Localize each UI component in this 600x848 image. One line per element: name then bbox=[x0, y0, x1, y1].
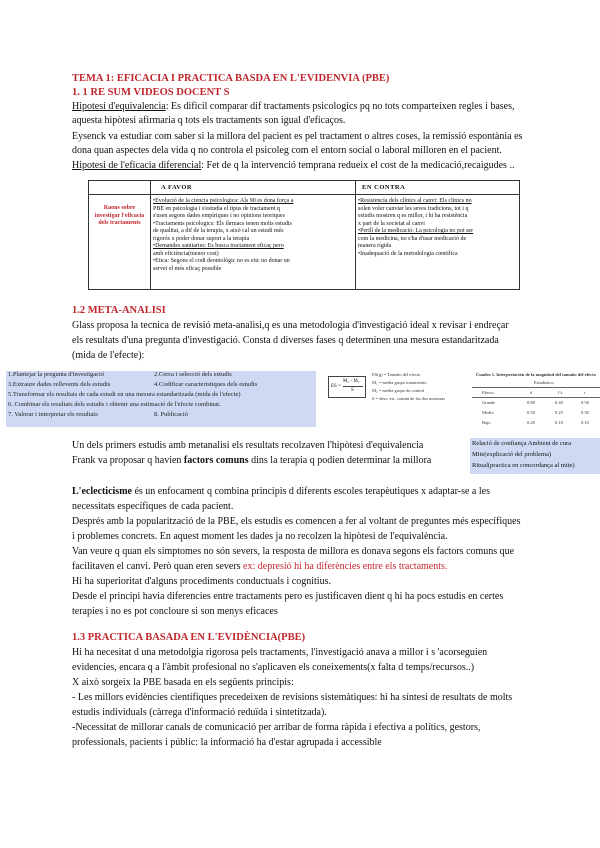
paragraph-line: X això sorgeix la PBE basada en els següents principis: bbox=[72, 677, 294, 688]
favor-item: servei el més eficaç possible bbox=[153, 265, 222, 272]
formula-lhs: ES = bbox=[331, 384, 341, 389]
text: : Fet de q la intervenció temprana redueix el cost de la medicació,recaigudes .. bbox=[201, 160, 515, 171]
table-cell: 0.30 bbox=[581, 410, 589, 415]
step-item: 7. Valorar i interpretar els resultats bbox=[8, 411, 98, 418]
paragraph bbox=[72, 486, 490, 498]
section-3-heading: 1.3 PRACTICA BASADA EN L'EVIDÈNCIA(PBE) bbox=[72, 632, 306, 643]
table-cell: 0.10 bbox=[555, 420, 563, 425]
paragraph-line: necessitats específiques de cada pacient. bbox=[72, 501, 234, 512]
paragraph-line: Glass proposa la tecnica de revisió meta-analisi,q es una metodologia d'investigació ideal x revisar i endreçar bbox=[72, 320, 509, 331]
mini-table-subtitle: Estadístico bbox=[534, 380, 554, 385]
table-cell: Bajo bbox=[482, 420, 491, 425]
text: facilitaven el canvi. Però quan eren severs bbox=[72, 561, 244, 572]
common-factors-callout bbox=[470, 438, 600, 474]
step-item: 3.Extraure dades rellevents dels estudis bbox=[8, 381, 111, 388]
step-item: 2.Cerca i selecció dels estudis bbox=[154, 371, 232, 378]
paragraph-line: Després amb la popularització de la PBE, els estudis es comencen a fer al voltant de preguntes més específiques bbox=[72, 516, 521, 527]
callout-line: Ritual(practica en concordança al mite) bbox=[472, 462, 575, 469]
step-item: 4.Codificar caracteristiques dels estudis bbox=[154, 381, 258, 388]
contra-item: x part de la societat al canvi bbox=[358, 220, 425, 227]
table-cell: 0.80 bbox=[527, 400, 535, 405]
formula-denominator: S bbox=[351, 388, 354, 393]
mini-table-caption: Cuadro 1. Interpretación de la magnitud del tamaño del efecto bbox=[476, 372, 596, 377]
contra-cell bbox=[356, 195, 519, 289]
favor-item: •Demandes sanitaries: Es busca tractament eficaç pero bbox=[153, 243, 284, 249]
effect-size-table bbox=[472, 372, 600, 430]
section-2-heading: 1.2 META-ANALISI bbox=[72, 305, 166, 316]
contra-item: •Inadequació de la metodologia científica bbox=[358, 250, 458, 257]
callout-line: Relació de confiança Ambient de cura bbox=[472, 440, 572, 447]
row-label: Raons sobre investigar l'eficacia dels tractaments bbox=[89, 195, 151, 289]
paragraph-line: aquesta hipòtesi afirmaria q tots els tractaments son igual d'eficaços. bbox=[72, 115, 346, 126]
text: : Es dificil comparar dif tractaments psicologics pq no tots comparteixen regles i bases, bbox=[165, 101, 515, 112]
favor-item: •Evolució de la ciencia psicologica: Als 90 es dona força a bbox=[153, 198, 294, 204]
paragraph-line: Hi ha necesitat d una metodolgia rigorosa pels tractaments, l'investigació anava a millor i s 'acorseguien bbox=[72, 647, 488, 658]
paragraph-line: Eysenck va estudiar com saber si la millora del pacient es pel tractament o altres coses, la remissió espontània es bbox=[72, 131, 523, 142]
mini-table-header: d bbox=[530, 390, 533, 395]
term-eclecticisme: L'eclecticisme bbox=[72, 486, 132, 497]
paragraph-line: terapies i no es pot concloure si son menys eficaces bbox=[72, 606, 278, 617]
favor-item: s'usen segons dades empíriques i no opinions teoriques bbox=[153, 213, 285, 219]
divider bbox=[472, 397, 600, 398]
text: Frank va proposar q havien bbox=[72, 455, 184, 466]
paragraph bbox=[72, 561, 447, 573]
step-item: 1.Plantejar la pregunta d'investigació bbox=[8, 371, 105, 378]
paragraph-line: Van veure q quan els símptomes no són severs, la resposta de millora es donava segons els factors comuns que bbox=[72, 546, 515, 557]
paragraph bbox=[72, 101, 515, 113]
contra-item: manera rígida bbox=[358, 243, 392, 249]
favor-item: PBE en psicologia i s'estudia el tipus de tractament q bbox=[153, 205, 280, 212]
step-item: 6. Combinar els resultats dels estudis i obtenir una estimació de l'efecte combinat. bbox=[8, 401, 221, 408]
pros-cons-table bbox=[88, 180, 520, 290]
favor-item: •Etica: Segons el codi deontològic no es etic no donar un bbox=[153, 258, 290, 264]
paragraph-line: Desde el principi havia diferencies entre tractaments pero es justificaven dient q hi ha pocs estudis en certes bbox=[72, 591, 504, 602]
table-cell: Grande bbox=[482, 400, 496, 405]
paragraph-line: Hi ha superioritat d'alguns procediments conductuals i cognitius. bbox=[72, 576, 331, 587]
paragraph-line: estudis individuals (càrrega d'informació reduïda i sintetitzada). bbox=[72, 707, 327, 718]
divider bbox=[472, 387, 600, 388]
column-header-favor: A FAVOR bbox=[151, 181, 356, 195]
favor-cell bbox=[151, 195, 356, 289]
term-factors-comuns: factors comuns bbox=[183, 455, 249, 466]
table-corner-cell bbox=[89, 181, 151, 195]
contra-item: •Perill de la medicació: La psicologia no pot ser bbox=[358, 228, 474, 234]
term-hipotesi-equivalencia: Hipotesi d'equivalencia bbox=[72, 101, 166, 112]
favor-item: •Tractaments psicologics: Els fàrmacs tenen molts estudis bbox=[153, 220, 292, 227]
step-item: 8. Publicació bbox=[154, 411, 188, 418]
paragraph-line: i problemes concrets. En aquest moment les dades ja no recolzen la hipòtesi de l'equivalència. bbox=[72, 531, 448, 542]
effect-size-formula bbox=[328, 376, 366, 398]
mini-table-header: Efecto bbox=[482, 390, 494, 395]
contra-item: com la medicina, no s'ha d'usar medicació de bbox=[358, 235, 467, 242]
paragraph-line: els resultats d'una pregunta d'investigació. Consta d diverses fases q determinen una mesura estandaritzada bbox=[72, 335, 499, 346]
favor-item: amb eficiència(menor cost) bbox=[153, 250, 219, 257]
paragraph-line: evidencies, encara q a l'àmbit profesional no s'aplicaven els coneixements(x falta d temps/recursos..) bbox=[72, 662, 475, 673]
mini-table-header: Cr bbox=[558, 390, 563, 395]
table-cell: 0.50 bbox=[527, 410, 535, 415]
paragraph bbox=[72, 160, 514, 172]
paragraph-line: (mida de l'efecte): bbox=[72, 350, 145, 361]
column-header-contra: EN CONTRA bbox=[356, 181, 519, 195]
paragraph-line: -Necessitat de millorar canals de comunicació per arribar de forma ràpida i efectiva a polítics, gestors, bbox=[72, 722, 481, 733]
mini-table-header: r bbox=[584, 390, 586, 395]
text: és un enfocament q combina principis d diferents escoles terapèutiques x adaptar-se a les bbox=[131, 486, 490, 497]
example-highlight: ex: depresió hi ha diferències entre els tractaments. bbox=[243, 561, 448, 572]
paragraph-line: Un dels primers estudis amb metanalisi els resultats recolzaven l'hipòtesi d'equivalencia bbox=[72, 440, 424, 451]
term-eficacia-diferencial: Hipotesi de l'eficacia diferencial bbox=[72, 160, 202, 171]
contra-item: solen voler canviar les seves tradicions, tot i q bbox=[358, 205, 469, 212]
definition-line: M₂ = media grupo de control bbox=[372, 388, 425, 393]
paragraph-line: professionals, pacients i públic: la informació ha d'estar agrupada i accessible bbox=[72, 737, 382, 748]
contra-item: •Resistencia dels clínics al canvi: Els clinics no bbox=[358, 198, 472, 204]
paragraph bbox=[72, 455, 431, 467]
paragraph-line: dona quan aspectes dela vida q no controla el psicoleg com el entorn social o laboral milloren en el pacient. bbox=[72, 145, 502, 156]
table-cell: 0.25 bbox=[555, 410, 563, 415]
document-title: TEMA 1: EFICACIA I PRACTICA BASDA EN L'EVIDENVIA (PBE) bbox=[72, 73, 390, 84]
step-item: 5.Transformar els resultats de cada estudi en una mesura estandaritzada (mida de l'efecte) bbox=[8, 391, 241, 398]
favor-item: de qualitat, a dif de la terapia, x això cal un estudi més bbox=[153, 228, 284, 234]
definition-line: S = desv. est. común de las dos muestras bbox=[372, 396, 445, 401]
formula-numerator: M₁ - M₂ bbox=[343, 379, 360, 384]
favor-item: rigorós x poder donar suport a la terapia bbox=[153, 235, 250, 242]
callout-line: Mite(explicació del problema) bbox=[472, 451, 552, 458]
text: dins la terapia q podien determinar la millora bbox=[248, 455, 432, 466]
table-cell: 0.40 bbox=[555, 400, 563, 405]
definition-line: M₁ = media grupo tratamiento bbox=[372, 380, 427, 385]
definition-line: ES(g) = Tamaño del efecto bbox=[372, 372, 421, 377]
table-cell: Medio bbox=[482, 410, 494, 415]
table-cell: 0.50 bbox=[581, 400, 589, 405]
meta-analysis-steps bbox=[6, 371, 316, 427]
contra-item: estudis mostren q es millor, i hi ha resistència bbox=[358, 213, 468, 219]
section-1-heading: 1. 1 RE SUM VIDEOS DOCENT S bbox=[72, 87, 230, 98]
table-cell: 0.10 bbox=[581, 420, 589, 425]
paragraph-line: - Les millors evidències científiques precedeixen de revisions sistemàtiques: hi ha síntesi de resultats de molts bbox=[72, 692, 513, 703]
table-cell: 0.20 bbox=[527, 420, 535, 425]
